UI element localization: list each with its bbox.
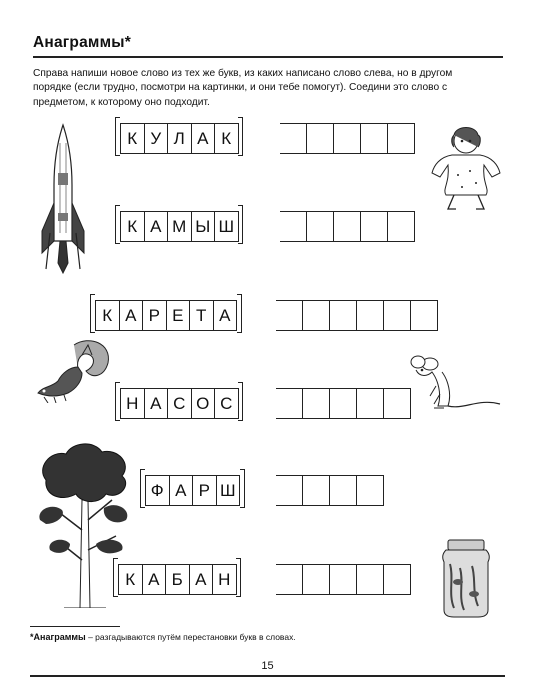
answer-cell[interactable] [303,300,330,331]
letter-cell: Ш [215,211,239,242]
letter-cell: А [145,388,169,419]
bracket-right [238,382,243,421]
answer-cell[interactable] [411,300,438,331]
page-number: 15 [261,660,274,672]
word-letters [120,123,239,154]
answer-cell[interactable] [303,475,330,506]
bottom-divider [30,675,505,677]
letter-cell: К [215,123,239,154]
letter-cell: А [214,300,238,331]
letter-cell: Р [143,300,167,331]
letter-cell: О [192,388,216,419]
pine-tree-drawing[interactable] [36,440,132,608]
squirrel-drawing[interactable] [34,337,114,403]
footnote-mark: * [30,632,34,642]
answer-cell[interactable] [330,388,357,419]
bracket-right [238,117,243,156]
letter-cell: Ш [217,475,241,506]
letter-cell: Н [213,564,237,595]
letter-cell: Л [168,123,192,154]
letter-cell: С [168,388,192,419]
letter-cell: К [120,123,145,154]
answer-cell[interactable] [330,475,357,506]
bracket-right [237,294,242,333]
word-letters [95,300,237,331]
word-letters [120,211,239,242]
letter-cell: Ф [145,475,170,506]
answer-boxes[interactable] [276,475,384,506]
mouse-drawing[interactable] [408,350,504,416]
letter-cell: А [143,564,167,595]
letter-cell: Т [190,300,214,331]
answer-cell[interactable] [307,123,334,154]
answer-boxes[interactable] [276,388,411,419]
word-letters [120,388,239,419]
answer-cell[interactable] [280,211,307,242]
answer-boxes[interactable] [280,123,415,154]
answer-cell[interactable] [361,211,388,242]
letter-cell: А [190,564,214,595]
answer-cell[interactable] [330,564,357,595]
letter-cell: М [168,211,192,242]
answer-cell[interactable] [276,475,303,506]
answer-cell[interactable] [357,388,384,419]
answer-cell[interactable] [388,123,415,154]
letter-cell: К [95,300,120,331]
answer-cell[interactable] [388,211,415,242]
letter-cell: Е [167,300,191,331]
footnote [30,632,296,642]
answer-cell[interactable] [276,300,303,331]
answer-cell[interactable] [357,300,384,331]
answer-cell[interactable] [334,211,361,242]
letter-cell: У [145,123,169,154]
bracket-right [238,205,243,244]
rocket-drawing[interactable] [36,123,90,275]
answer-boxes[interactable] [276,300,438,331]
letter-cell: К [118,564,143,595]
letter-cell: Н [120,388,145,419]
answer-boxes[interactable] [276,564,411,595]
answer-cell[interactable] [280,123,307,154]
bracket-right [236,558,241,597]
footnote-text: – разгадываются путём перестановки букв в словах. [85,632,296,642]
answer-cell[interactable] [303,388,330,419]
jar-drawing[interactable] [438,538,494,618]
page-title: Анаграммы* [33,34,131,51]
answer-cell[interactable] [303,564,330,595]
title-divider [33,56,503,58]
doll-drawing[interactable] [424,125,504,211]
answer-cell[interactable] [334,123,361,154]
bracket-right [240,469,245,508]
word-letters [118,564,237,595]
letter-cell: К [120,211,145,242]
letter-cell: А [170,475,194,506]
answer-cell[interactable] [357,564,384,595]
answer-boxes[interactable] [280,211,415,242]
footnote-term: Анаграммы [33,632,86,642]
letter-cell: С [215,388,239,419]
answer-cell[interactable] [384,300,411,331]
word-letters [145,475,240,506]
answer-cell[interactable] [276,388,303,419]
answer-cell[interactable] [307,211,334,242]
letter-cell: Ы [192,211,216,242]
letter-cell: А [120,300,144,331]
instruction-text: Справа напиши новое слово из тех же букв, из каких написано слово слева, но в другом порядке (если трудно, посмотри на картинки, и они тебе помогут). Соедини это слово с предметом, к которому оно подходит. [33,68,453,108]
letter-cell: А [192,123,216,154]
footnote-rule [30,626,120,627]
answer-cell[interactable] [384,388,411,419]
answer-cell[interactable] [361,123,388,154]
answer-cell[interactable] [330,300,357,331]
answer-cell[interactable] [276,564,303,595]
letter-cell: А [145,211,169,242]
letter-cell: Р [193,475,217,506]
letter-cell: Б [166,564,190,595]
answer-cell[interactable] [384,564,411,595]
answer-cell[interactable] [357,475,384,506]
